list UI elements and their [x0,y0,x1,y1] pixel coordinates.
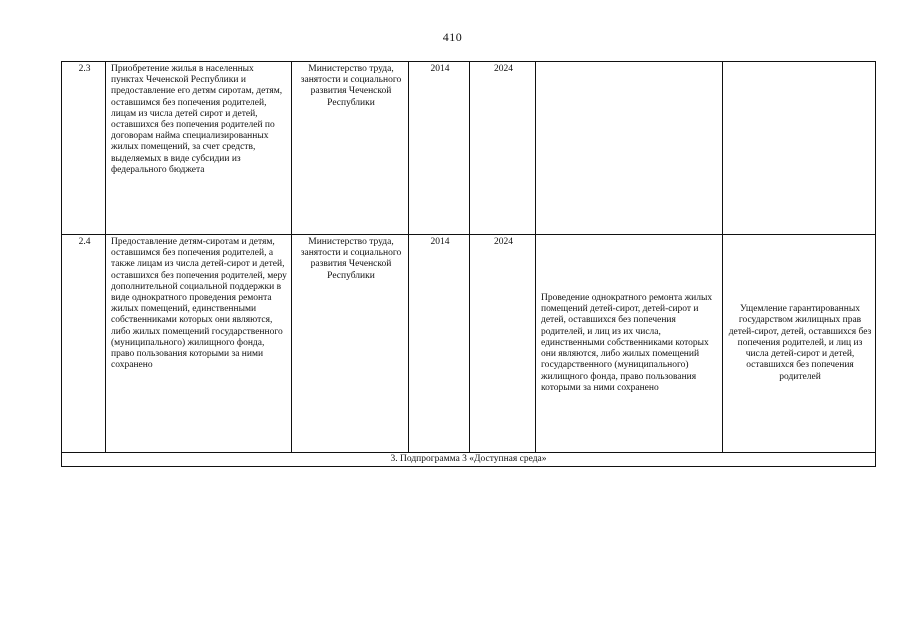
measure-name-cell: Приобретение жилья в населенных пунктах Чеченской Республики и предоставление его детям сиротам, детям, оставшимся без попечения родителей, лицам из числа детей сирот и детей, оставшихся без попечения родителей по договорам найма специализированных жилых помещений, за счет средств, выделяемых в виде субсидии из федерального бюджета [106,62,292,235]
measure-name-cell: Предоставление детям-сиротам и детям, оставшимся без попечения родителей, а также лицам из числа детей-сирот и детей, оставшихся без попечения родителей, меру дополнительной социальной поддержки в виде однократного проведения ремонта жилых помещений, единственными собственниками которых они являются, либо жилых помещений государственного (муниципального) жилищного фонда, право пользования которыми за ними сохранено [106,235,292,453]
consequences-cell [723,62,876,235]
table-row [62,235,876,453]
section-heading: 3. Подпрограмма 3 «Доступная среда» [62,453,876,467]
program-measures-table [61,61,876,467]
page-number: 410 [442,30,463,44]
consequences-cell: Ущемление гарантированных государством жилищных прав детей-сирот, детей, оставшихся без попечения родителей, и лиц из числа детей-сирот и детей, оставшихся без попечения родителей [723,235,876,453]
executor-cell: Министерство труда, занятости и социального развития Чеченской Республики [292,62,409,235]
row-number-cell: 2.3 [62,62,106,235]
start-year-cell: 2014 [409,62,470,235]
start-year-cell: 2014 [409,235,470,453]
row-number-cell: 2.4 [62,235,106,453]
expected-result-cell: Проведение однократного ремонта жилых помещений детей-сирот, детей-сирот и детей, оставшихся без попечения родителей, и лиц из их числа, единственными собственниками которых они являются, либо жилых помещений государственного (муниципального) жилищного фонда, право пользования которыми за ними сохранено [536,235,723,453]
section-heading-row [62,453,876,467]
table-row [62,62,876,235]
executor-cell: Министерство труда, занятости и социального развития Чеченской Республики [292,235,409,453]
end-year-cell: 2024 [470,62,536,235]
expected-result-cell [536,62,723,235]
end-year-cell: 2024 [470,235,536,453]
